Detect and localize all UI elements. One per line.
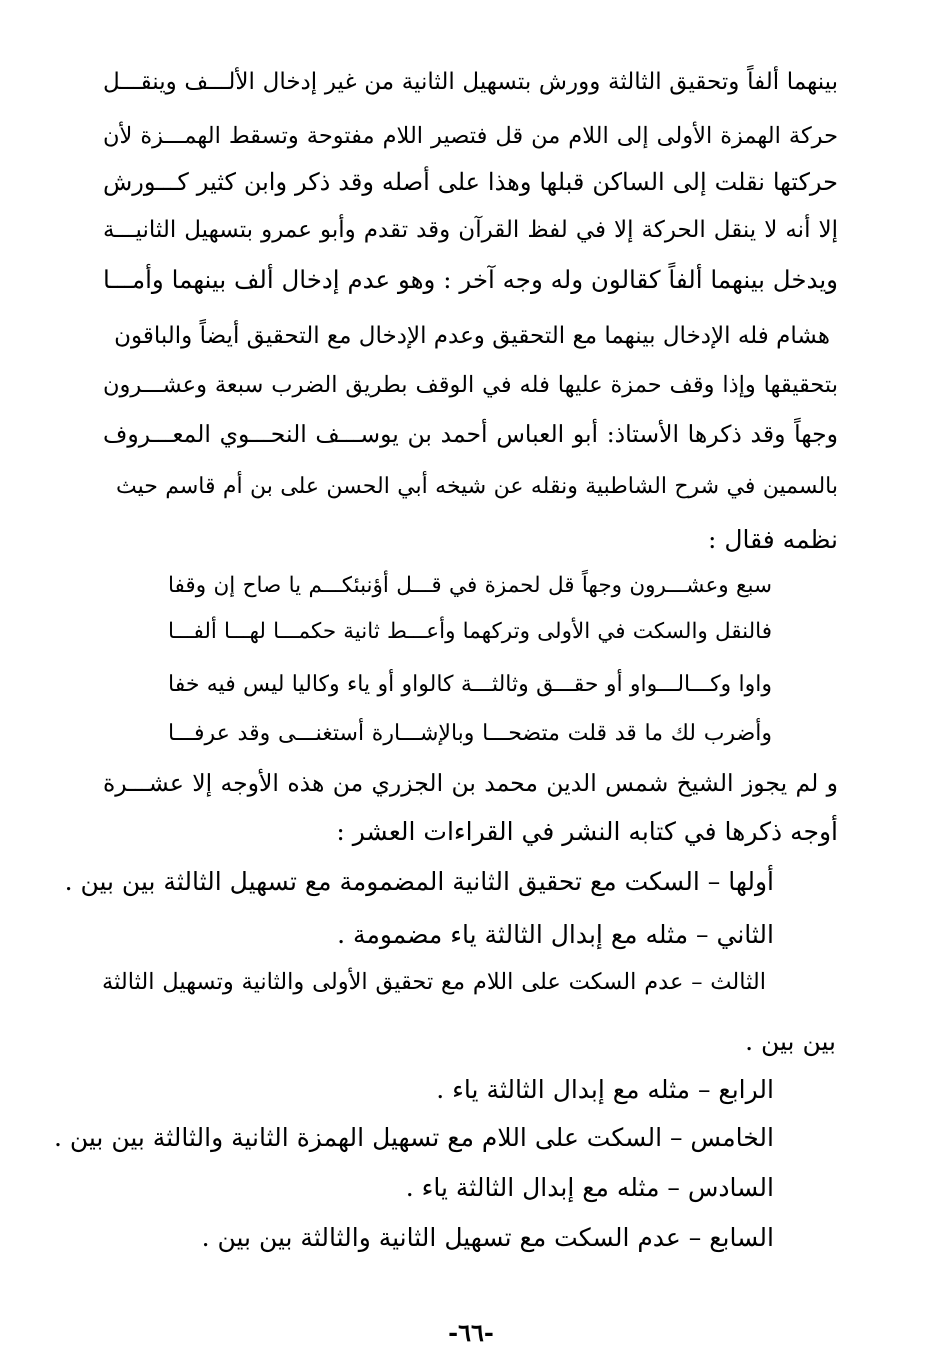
list-item: السابع – عدم السكت مع تسهيل الثانية والثالثة بين بين .: [201, 1223, 774, 1252]
list-item: السادس – مثله مع إبدال الثالثة ياء .: [405, 1173, 774, 1202]
list-item: الخامس – السكت على اللام مع تسهيل الهمزة الثانية والثالثة بين بين .: [53, 1123, 774, 1152]
text-line: حركتها نقلت إلى الساكن قبلها وهذا على أصله وقد ذكر وابن كثير كـــورش: [103, 168, 838, 196]
text-line: بتحقيقها وإذا وقف حمزة عليها فله في الوقف بطريق الضرب سبعة وعشـــرون: [103, 372, 838, 398]
poem-verse: سبع وعشـــرون وجهاً قل لحمزة في قـــل أؤنبئكـــم يا صاح إن وقفا: [168, 573, 772, 598]
poem-verse: وأضرب لك ما قد قلت متضحـــا وبالإشـــارة أستغنـــى وقد عرفـــا: [168, 721, 772, 746]
poem-verse: فالنقل والسكت في الأولى وتركهما وأعـــط ثانية حكمـــا لهـــا ألفـــا: [168, 619, 772, 644]
text-line: و لم يجوز الشيخ شمس الدين محمد بن الجزري من هذه الأوجه إلا عشـــرة: [103, 769, 838, 797]
text-line: إلا أنه لا ينقل الحركة إلا في لفظ القرآن وقد تقدم وأبو عمرو بتسهيل الثانيـــة: [103, 217, 838, 243]
list-item: الرابع – مثله مع إبدال الثالثة ياء .: [436, 1075, 774, 1104]
text-line: وجهاً وقد ذكرها الأستاذ: أبو العباس أحمد بن يوســـف النحـــوي المعـــروف: [103, 420, 838, 448]
text-line: هشام فله الإدخال بينهما مع التحقيق وعدم الإدخال مع التحقيق أيضاً والباقون: [114, 323, 830, 349]
text-line: ويدخل بينهما ألفاً كقالون وله وجه آخر : وهو عدم إدخال ألف بينهما وأمـــا: [103, 265, 838, 294]
text-line: أوجه ذكرها في كتابه النشر في القراءات العشر :: [336, 817, 838, 846]
list-item-continuation: بين بين .: [745, 1027, 836, 1056]
page-number: -٦٦-: [448, 1318, 494, 1347]
list-item: أولها – السكت مع تحقيق الثانية المضمومة مع تسهيل الثالثة بين بين .: [64, 867, 774, 896]
text-line: حركة الهمزة الأولى إلى اللام من قل فتصير اللام مفتوحة وتسقط الهمـــزة لأن: [103, 123, 838, 149]
list-item: الثالث – عدم السكت على اللام مع تحقيق الأولى والثانية وتسهيل الثالثة: [102, 969, 766, 995]
poem-verse: واوا وكـــالـــواو أو حقـــق وثالثـــة كالواو أو ياء وكاليا ليس فيه خفا: [168, 672, 772, 697]
list-item: الثاني – مثله مع إبدال الثالثة ياء مضمومة .: [337, 920, 774, 949]
text-line: نظمه فقال :: [707, 525, 838, 554]
text-line: بينهما ألفاً وتحقيق الثالثة وورش بتسهيل الثانية من غير إدخال الألـــف وينقـــل: [103, 69, 838, 95]
text-line: بالسمين في شرح الشاطبية ونقله عن شيخه أبي الحسن على بن أم قاسم حيث: [116, 474, 838, 499]
